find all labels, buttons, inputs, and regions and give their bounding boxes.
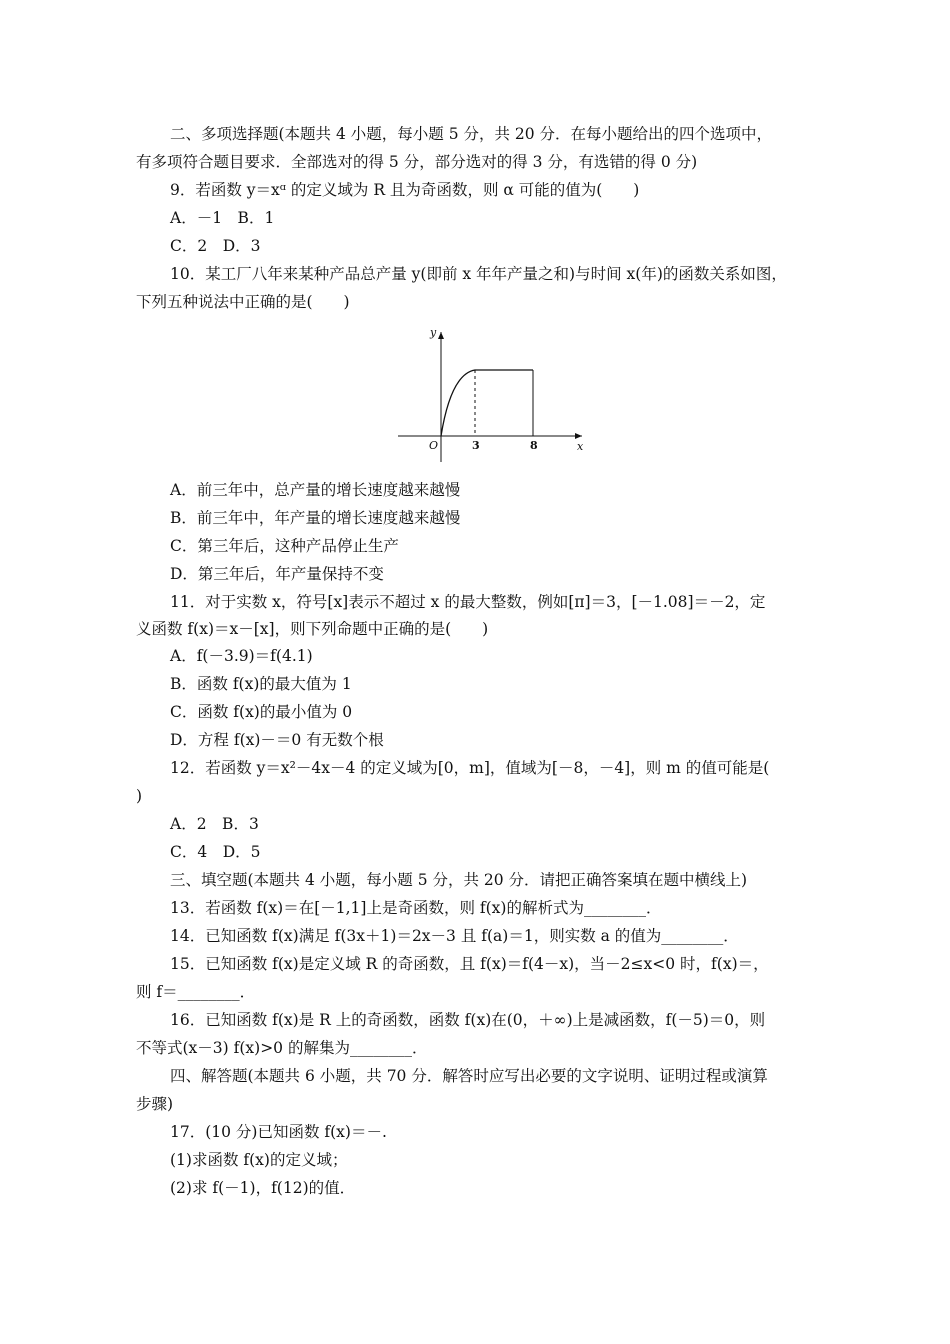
y-axis-arrow bbox=[438, 332, 444, 339]
q10-stem-line2: 下列五种说法中正确的是( ) bbox=[136, 293, 350, 311]
origin-label: O bbox=[429, 439, 439, 452]
curve bbox=[441, 370, 533, 436]
q10-option-d: D．第三年后，年产量保持不变 bbox=[170, 565, 384, 583]
q15-stem-line2: 则 f＝________． bbox=[136, 983, 256, 1001]
q11-option-b: B．函数 f(x)的最大值为 1 bbox=[170, 675, 352, 693]
q17-stem: 17．(10 分)已知函数 f(x)＝－. bbox=[170, 1123, 387, 1141]
q9-options-ab: A．－1 B．1 bbox=[170, 209, 275, 227]
section4-heading-line1: 四、解答题(本题共 6 小题，共 70 分．解答时应写出必要的文字说明、证明过程或演算 bbox=[170, 1067, 768, 1085]
q12-options-ab: A．2 B．3 bbox=[170, 815, 259, 833]
tick-label-3: 3 bbox=[472, 439, 480, 452]
q11-stem-line1: 11．对于实数 x，符号[x]表示不超过 x 的最大整数，例如[π]＝3，[－1.08]＝－2，定 bbox=[170, 593, 766, 611]
q13-stem: 13．若函数 f(x)＝在[－1,1]上是奇函数，则 f(x)的解析式为________． bbox=[170, 899, 662, 917]
q11-option-d: D．方程 f(x)－＝0 有无数个根 bbox=[170, 731, 384, 749]
q16-stem-line1: 16．已知函数 f(x)是 R 上的奇函数，函数 f(x)在(0，＋∞)上是减函数，f(－5)＝0，则 bbox=[170, 1011, 766, 1029]
section2-heading-line2: 有多项符合题目要求．全部选对的得 5 分，部分选对的得 3 分，有选错的得 0 分) bbox=[136, 153, 698, 171]
q16-stem-line2: 不等式(x－3) f(x)>0 的解集为________． bbox=[136, 1039, 428, 1057]
q9-options-cd: C．2 D．3 bbox=[170, 237, 261, 255]
q12-options-cd: C．4 D．5 bbox=[170, 843, 261, 861]
section2-heading-line1: 二、多项选择题(本题共 4 小题，每小题 5 分，共 20 分．在每小题给出的四个选项中， bbox=[170, 125, 773, 143]
q10-option-c: C．第三年后，这种产品停止生产 bbox=[170, 537, 399, 555]
section3-heading: 三、填空题(本题共 4 小题，每小题 5 分，共 20 分．请把正确答案填在题中横线上) bbox=[170, 871, 748, 889]
y-axis-label: y bbox=[430, 326, 437, 339]
q10-option-a: A．前三年中，总产量的增长速度越来越慢 bbox=[170, 481, 461, 499]
x-axis-arrow bbox=[575, 433, 582, 439]
section4-heading-line2: 步骤) bbox=[136, 1095, 174, 1113]
q10-stem-line1: 10．某工厂八年来某种产品总产量 y(即前 x 年年产量之和)与时间 x(年)的函数关系如图， bbox=[170, 265, 787, 283]
q10-option-b: B．前三年中，年产量的增长速度越来越慢 bbox=[170, 509, 461, 527]
q11-option-c: C．函数 f(x)的最小值为 0 bbox=[170, 703, 353, 721]
q10-function-graph bbox=[395, 322, 590, 464]
tick-label-8: 8 bbox=[530, 439, 538, 452]
x-axis-label: x bbox=[577, 440, 584, 453]
q9-stem: 9．若函数 y＝xᵅ 的定义域为 R 且为奇函数，则 α 可能的值为( ) bbox=[170, 181, 640, 199]
q11-option-a: A．f(－3.9)＝f(4.1) bbox=[170, 647, 313, 665]
q15-stem-line1: 15．已知函数 f(x)是定义域 R 的奇函数，且 f(x)＝f(4－x)，当－2≤x<0 时，f(x)＝， bbox=[170, 955, 769, 973]
q11-stem-line2: 义函数 f(x)＝x－[x]，则下列命题中正确的是( ) bbox=[136, 620, 489, 638]
q17-part1: (1)求函数 f(x)的定义域； bbox=[170, 1151, 348, 1169]
q12-stem-line2: ) bbox=[136, 787, 143, 805]
q17-part2: (2)求 f(－1)，f(12)的值． bbox=[170, 1179, 356, 1197]
q14-stem: 14．已知函数 f(x)满足 f(3x＋1)＝2x－3 且 f(a)＝1，则实数 a 的值为________． bbox=[170, 927, 739, 945]
q12-stem-line1: 12．若函数 y＝x²－4x－4 的定义域为[0，m]，值域为[－8，－4]，则 m 的值可能是( bbox=[170, 759, 770, 777]
